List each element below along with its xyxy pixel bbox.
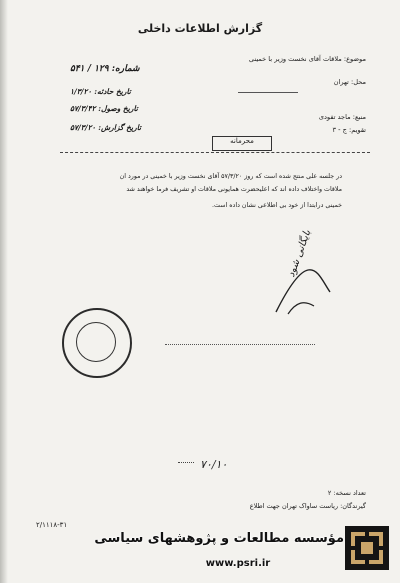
scan-edge-shadow bbox=[0, 0, 8, 583]
field-report-date: تاریخ گزارش: ۵۷/۳/۲۰ bbox=[70, 123, 142, 132]
handwritten-scribble-icon bbox=[268, 262, 338, 322]
reference-number: ۲/۱۱۱۸-۳۱ bbox=[36, 521, 68, 529]
institute-logo-icon bbox=[345, 526, 389, 570]
watermark-url: www.psri.ir bbox=[205, 558, 271, 569]
field-calendar: تقویم: ج - ۳ bbox=[332, 126, 366, 134]
official-seal-inner-ring bbox=[76, 322, 116, 362]
location-line bbox=[238, 92, 298, 93]
field-subject: موضوع: ملاقات آقای نخست وزیر با خمینی bbox=[248, 55, 366, 63]
field-source: منبع: ماجد تفودی bbox=[318, 113, 366, 121]
distribution-recipients: گیرندگان: ریاست ساواک تهران جهت اطلاع bbox=[249, 502, 366, 510]
handwritten-date: ۷۰/۱۰ bbox=[200, 458, 228, 471]
field-location: محل: تهران bbox=[333, 78, 366, 86]
field-number: شماره: ۱۲۹ / ۵۴۱ bbox=[70, 64, 140, 74]
field-received-date: تاریخ وصول: ۵۷/۳/۴۲ bbox=[70, 104, 138, 113]
handwritten-note: بایگانی شود bbox=[286, 228, 314, 279]
body-line-3: خمینی درابتدا از خود بی اطلاعی نشان داده است. bbox=[212, 202, 342, 209]
field-event-date: تاریخ حادثه: ۱/۳/۲۰ bbox=[70, 87, 131, 96]
distribution-count: تعداد نسخه: ۲ bbox=[327, 489, 366, 497]
watermark-institute-name: مؤسسه مطالعات و پژوهشهای سیاسی bbox=[94, 531, 344, 546]
separator-line bbox=[60, 152, 370, 153]
body-line-2: ملاقات واختلاف داده اند که اعلیحضرت همایونی ملاقات او تشریف فرما خواهند شد bbox=[126, 186, 342, 193]
document-title: گزارش اطلاعات داخلی bbox=[137, 22, 263, 35]
confidential-mark: محرمانه bbox=[230, 137, 254, 145]
signature-line bbox=[165, 344, 315, 345]
date-dots bbox=[178, 462, 194, 463]
body-line-1: در جلسه علی منتج شده است که روز ۵۷/۳/۲۰ آقای نخست وزیر با خمینی در مورد ان bbox=[119, 173, 342, 180]
